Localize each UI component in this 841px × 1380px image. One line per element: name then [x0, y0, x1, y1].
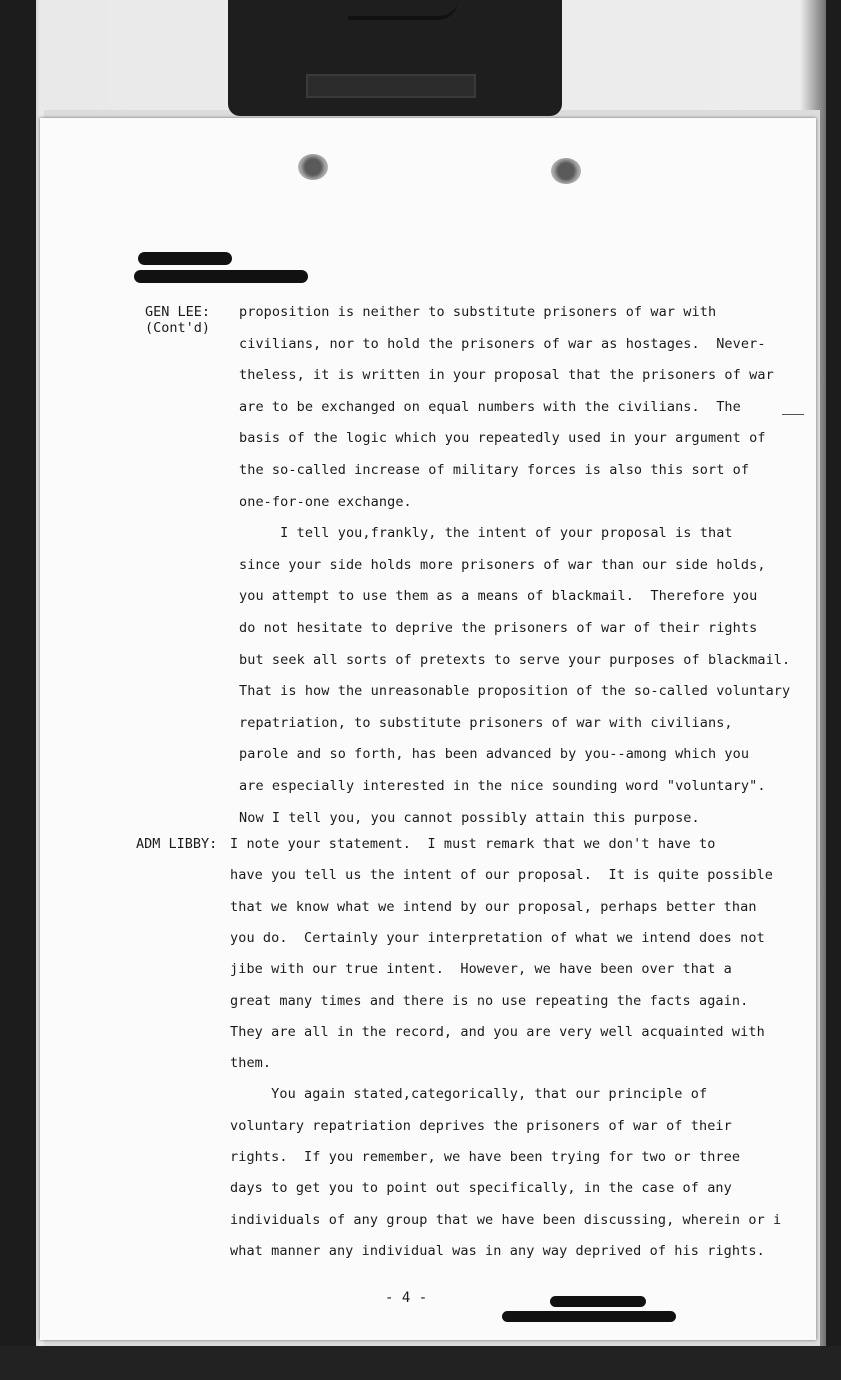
speaker-cont-label: (Cont'd) [145, 320, 211, 336]
scan-right-edge [826, 0, 841, 1380]
statement-line: theless, it is written in your proposal that the prisoners of war [239, 367, 774, 384]
statement-line: are to be exchanged on equal numbers with the civilians. The [239, 398, 741, 415]
statement-line: the so-called increase of military forces is also this sort of [239, 462, 750, 478]
statement-line: voluntary repatriation deprives the prisoners of war of their [230, 1117, 732, 1134]
statement-line: You again stated,categorically, that our principle of [230, 1086, 708, 1103]
statement-line: one-for-one exchange. [239, 493, 412, 510]
statement-line: what manner any individual was in any way deprived of his rights. [230, 1242, 765, 1259]
statement-line: rights. If you remember, we have been trying for two or three [230, 1149, 741, 1165]
statement-line: proposition is neither to substitute prisoners of war with [239, 304, 717, 320]
punch-hole-right [551, 158, 581, 184]
speaker-label-gen-lee: GEN LEE: [145, 304, 211, 320]
statement-line: parole and so forth, has been advanced by you--among which you [239, 746, 750, 763]
classification-redaction-bottom [134, 270, 308, 283]
margin-mark [782, 414, 804, 415]
statement-line: you do. Certainly your interpretation of what we intend does not [230, 929, 765, 946]
statement-line: great many times and there is no use repeating the facts again. [230, 992, 749, 1009]
statement-line: are especially interested in the nice sounding word "voluntary". [239, 778, 766, 794]
speaker-label-adm-libby: ADM LIBBY: [136, 836, 218, 852]
classification-redaction-footer-bottom [502, 1311, 676, 1322]
statement-line: They are all in the record, and you are very well acquainted with [230, 1023, 765, 1040]
statement-line: since your side holds more prisoners of war than our side holds, [239, 556, 766, 573]
punch-hole-left [298, 154, 328, 180]
clip-wire [348, 0, 458, 20]
scan-bottom-edge [0, 1346, 841, 1380]
page-number: - 4 - [385, 1290, 428, 1306]
statement-line: I tell you,frankly, the intent of your proposal is that [239, 525, 733, 542]
statement-line: repatriation, to substitute prisoners of war with civilians, [239, 714, 733, 731]
statement-line: basis of the logic which you repeatedly used in your argument of [239, 430, 766, 447]
statement-line: do not hesitate to deprive the prisoners of war of their rights [239, 620, 758, 636]
clip-slot [306, 74, 476, 98]
statement-line: individuals of any group that we have been discussing, wherein or i [230, 1211, 782, 1228]
statement-line: that we know what we intend by our proposal, perhaps better than [230, 898, 757, 915]
statement-line: them. [230, 1055, 272, 1072]
statement-line: but seek all sorts of pretexts to serve your purposes of blackmail. [239, 651, 791, 668]
binder-clip [228, 0, 562, 116]
scan-left-edge [0, 0, 36, 1380]
statement-line: Now I tell you, you cannot possibly attain this purpose. [239, 809, 700, 826]
statement-line: you attempt to use them as a means of blackmail. Therefore you [239, 588, 758, 605]
statement-line: civilians, nor to hold the prisoners of war as hostages. Never- [239, 335, 766, 352]
classification-redaction-top [138, 252, 232, 265]
classification-redaction-footer-top [550, 1296, 646, 1307]
statement-line: days to get you to point out specifically, in the case of any [230, 1180, 732, 1197]
document-page [40, 118, 816, 1340]
statement-line: have you tell us the intent of our proposal. It is quite possible [230, 867, 774, 884]
statement-line: That is how the unreasonable proposition of the so-called voluntary [239, 683, 791, 700]
statement-line: I note your statement. I must remark that we don't have to [230, 836, 716, 852]
statement-line: jibe with our true intent. However, we have been over that a [230, 961, 732, 978]
